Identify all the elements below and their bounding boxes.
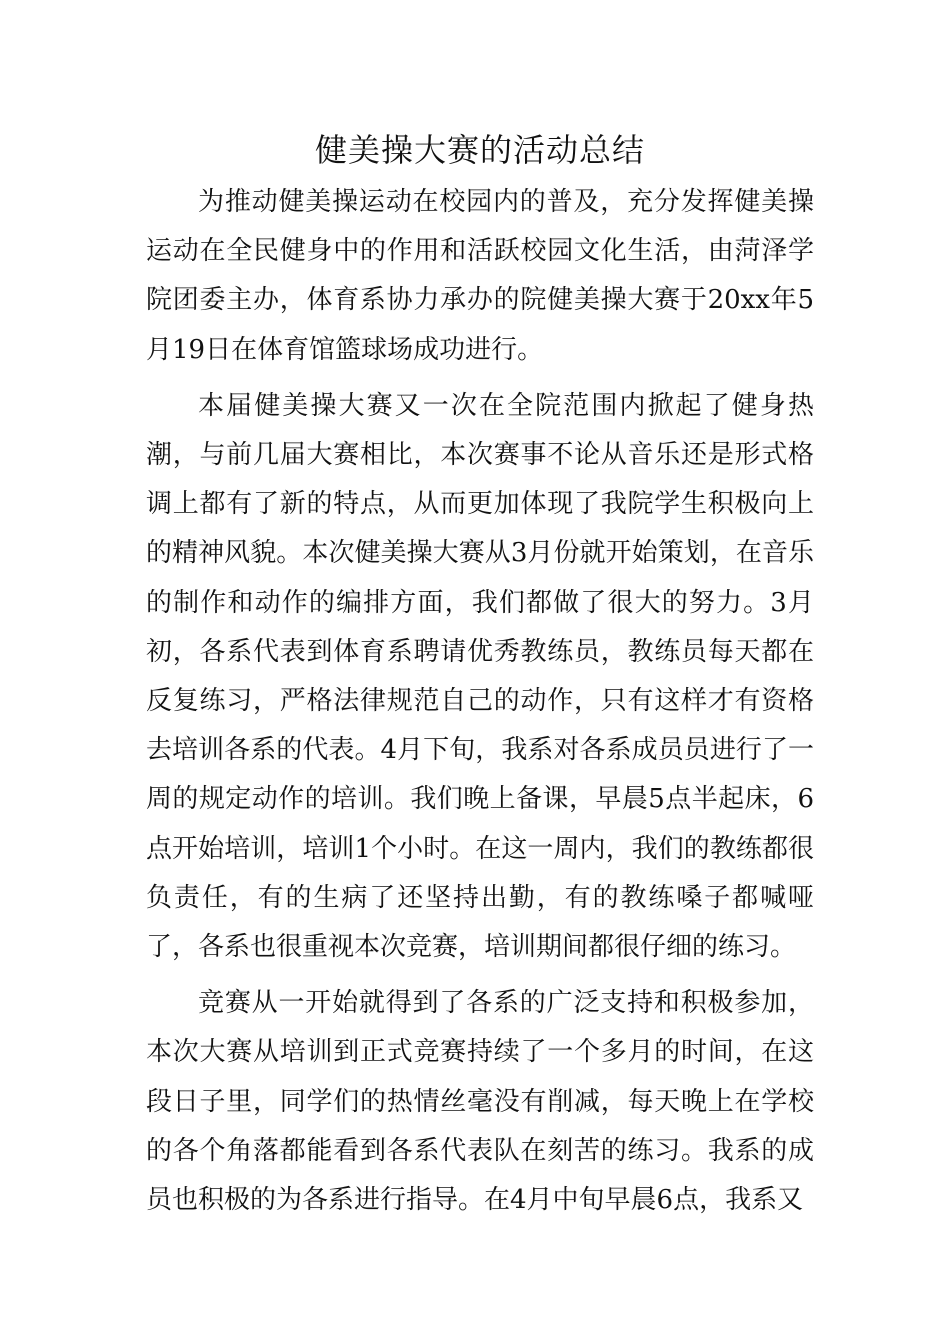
document-title: 健美操大赛的活动总结 (314, 131, 645, 169)
paragraph-2: 本届健美操大赛又一次在全院范围内掀起了健身热潮，与前几届大赛相比，本次赛事不论从音乐还是形式格调上都有了新的特点，从而更加体现了我院学生积极向上的精神风貌。本次健美操大赛从3月份就开始策划，在音乐的制作和动作的编排方面，我们都做了很大的努力。3月初，各系代表到体育系聘请优秀教练员，教练员每天都在反复练习，严格法律规范自己的动作，只有这样才有资格去培训各系的代表。4月下旬，我系对各系成员员进行了一周的规定动作的培训。我们晚上备课，早晨5点半起床，6点开始培训，培训1个小时。在这一周内，我们的教练都很负责任，有的生病了还坚持出勤，有的教练嗓子都喊哑了，各系也很重视本次竞赛，培训期间都很仔细的练习。 (146, 390, 814, 963)
paragraph-3: 竞赛从一开始就得到了各系的广泛支持和积极参加，本次大赛从培训到正式竞赛持续了一个多月的时间，在这段日子里，同学们的热情丝毫没有削减，每天晚上在学校的各个角落都能看到各系代表队在刻苦的练习。我系的成员也积极的为各系进行指导。在4月中旬早晨6点，我系又 (146, 988, 814, 1216)
paragraph-1: 为推动健美操运动在校园内的普及，充分发挥健美操运动在全民健身中的作用和活跃校园文化生活，由菏泽学院团委主办，体育系协力承办的院健美操大赛于20xx年5月19日在体育馆篮球场成功进行。 (146, 187, 814, 365)
document-page (146, 122, 814, 1225)
